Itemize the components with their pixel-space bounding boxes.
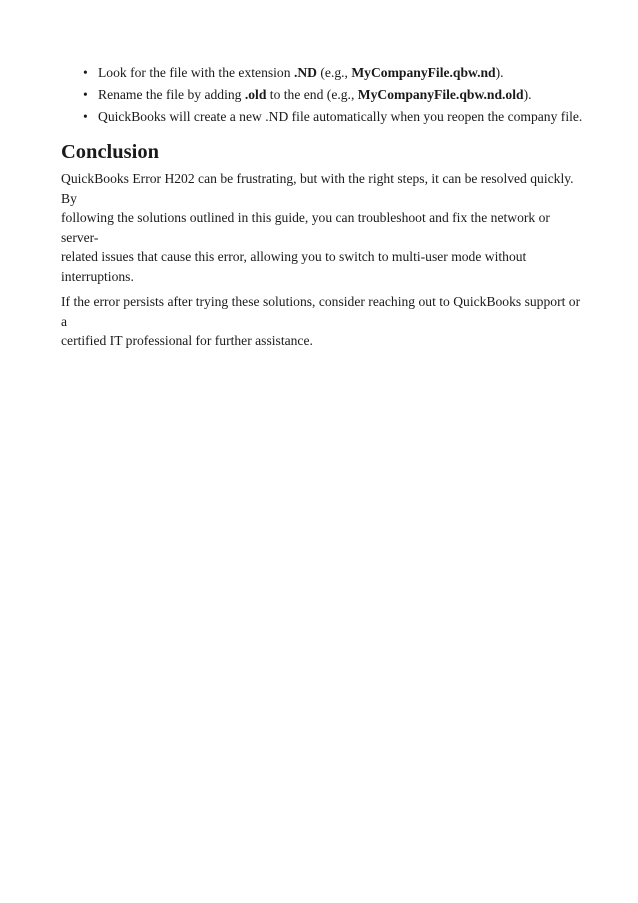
list-item-text: Rename the file by adding [98,87,245,102]
paragraph-line: related issues that cause this error, allowing you to switch to multi-user mode without interruptions. [61,249,527,284]
list-item-text: Look for the file with the extension [98,65,294,80]
list-item-text: QuickBooks will create a new .ND file automatically when you reopen the company file. [98,109,583,124]
bullet-list [61,62,581,128]
list-item-bold: MyCompanyFile.qbw.nd.old [357,87,524,102]
bullet-glyph: • [83,87,88,102]
list-item-bold: .old [244,87,267,102]
paragraph-line: If the error persists after trying these solutions, consider reaching out to QuickBooks support or a [61,294,581,329]
list-item [61,62,581,84]
list-item-text: (e.g., [316,65,352,80]
list-item-bold: .ND [293,65,317,80]
bullet-glyph: • [83,65,88,80]
list-item-text: ). [523,87,532,102]
conclusion-paragraph-2 [61,292,581,351]
document-page [61,62,581,357]
conclusion-paragraph-1 [61,169,581,286]
bullet-glyph: • [83,109,88,124]
paragraph-line: QuickBooks Error H202 can be frustrating, but with the right steps, it can be resolved quickly. By [61,171,574,206]
list-item [61,106,581,128]
paragraph-line: following the solutions outlined in this guide, you can troubleshoot and fix the network or server- [61,210,550,245]
list-item-text: to the end (e.g., [266,87,358,102]
section-heading-conclusion: Conclusion [61,141,159,163]
list-item-bold: MyCompanyFile.qbw.nd [351,65,496,80]
paragraph-line: certified IT professional for further assistance. [61,333,313,348]
list-item-text: ). [495,65,504,80]
list-item [61,84,581,106]
